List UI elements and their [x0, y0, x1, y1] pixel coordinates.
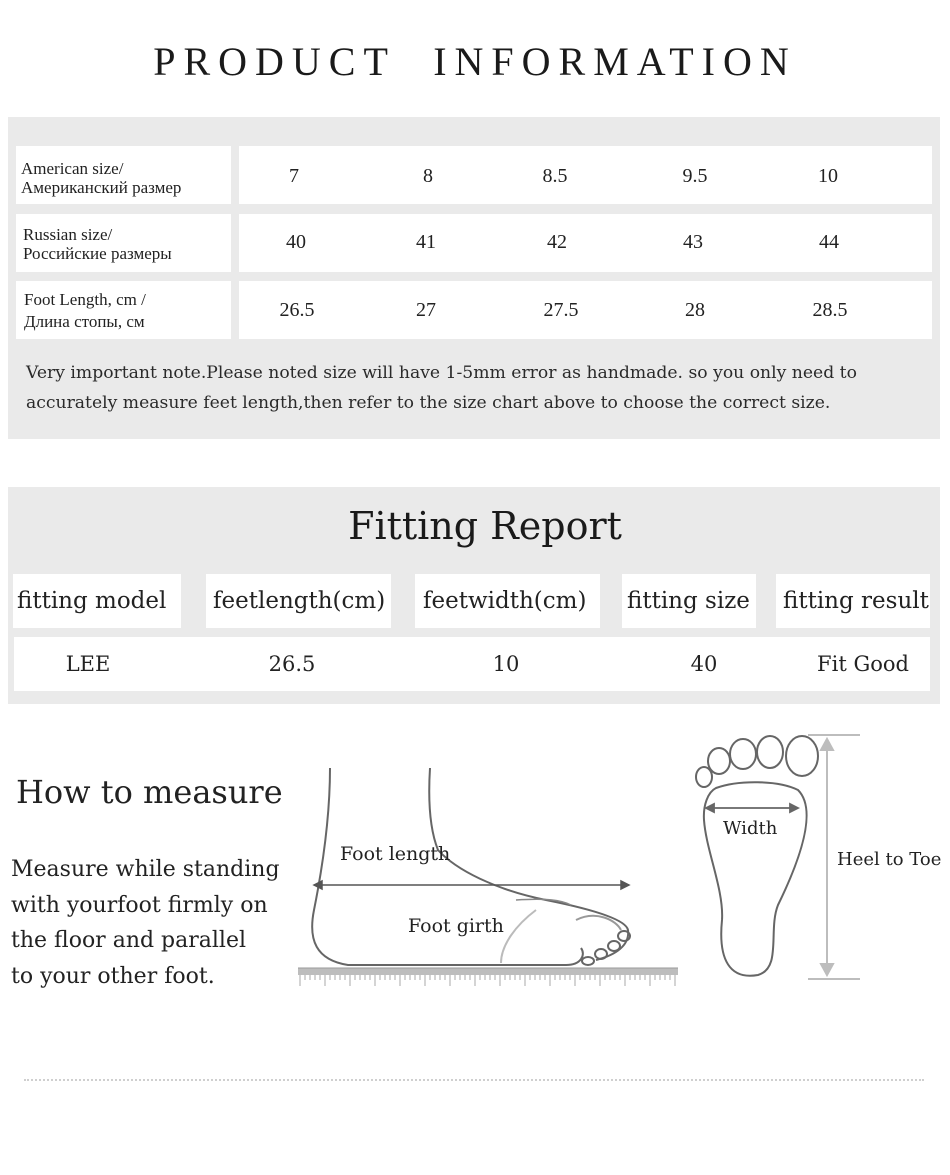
american-size-label-ru: Американский размер	[21, 178, 182, 197]
american-size-label: American size/	[21, 159, 124, 178]
how-to-measure-title: How to measure	[16, 773, 283, 811]
size-row-label-american	[16, 146, 231, 204]
feetlength-value: 26.5	[268, 652, 316, 676]
instruction-line: with yourfoot firmly on	[11, 892, 268, 918]
header-feetlength: feetlength(cm)	[206, 574, 391, 628]
foot-length-label: Foot length	[340, 843, 451, 865]
table-cell: 28.5	[812, 299, 848, 321]
sole-diagram	[688, 730, 950, 985]
width-label: Width	[723, 818, 778, 839]
feetwidth-value: 10	[492, 652, 520, 676]
foot-length-label-ru: Длина стопы, см	[24, 312, 145, 331]
page-title: PRODUCT INFORMATION	[153, 39, 797, 84]
foot-girth-label: Foot girth	[408, 915, 504, 937]
size-row-label-foot-length	[16, 281, 231, 339]
header-feetwidth: feetwidth(cm)	[415, 574, 600, 628]
russian-size-label-ru: Российские размеры	[23, 244, 172, 263]
table-cell: 27	[416, 299, 436, 321]
table-cell: 10	[818, 165, 838, 187]
table-cell: 27.5	[543, 299, 579, 321]
instruction-line: the floor and parallel	[11, 928, 247, 953]
table-cell: 26.5	[279, 299, 315, 321]
table-cell: 8.5	[542, 165, 568, 187]
size-note-line: Very important note.Please noted size will have 1-5mm error as handmade. so you only need to	[26, 363, 857, 383]
size-note	[26, 358, 936, 418]
table-cell: 43	[683, 231, 703, 253]
fitting-model-value: LEE	[65, 652, 111, 676]
header-fitting-result: fitting result	[776, 574, 930, 628]
instruction-line: to your other foot.	[11, 963, 215, 989]
instruction-line: Measure while standing	[11, 857, 280, 882]
table-cell: 41	[416, 231, 436, 253]
table-cell: 28	[685, 299, 705, 321]
how-to-measure-instructions	[11, 852, 311, 994]
table-cell: 42	[547, 231, 567, 253]
table-cell: 8	[423, 165, 433, 187]
heel-to-toe-label: Heel to Toe	[837, 849, 942, 870]
header-fitting-model: fitting model	[13, 574, 181, 628]
table-cell: 40	[286, 231, 306, 253]
fitting-report-title: Fitting Report	[348, 504, 622, 548]
size-note-line: accurately measure feet length,then refer to the size chart above to choose the correct size.	[26, 393, 831, 413]
russian-size-label: Russian size/	[23, 225, 113, 244]
size-row-label-russian	[16, 214, 231, 272]
table-cell: 7	[289, 165, 299, 187]
fitting-report-row	[14, 637, 930, 691]
side-foot-diagram	[296, 760, 680, 990]
table-cell: 9.5	[682, 165, 708, 187]
table-cell: 44	[819, 231, 839, 253]
bottom-divider	[24, 1079, 924, 1081]
fitting-result-value: Fit Good	[817, 652, 909, 676]
header-fitting-size: fitting size	[622, 574, 756, 628]
fitting-size-value: 40	[690, 652, 718, 676]
foot-length-label: Foot Length, cm /	[24, 290, 146, 309]
